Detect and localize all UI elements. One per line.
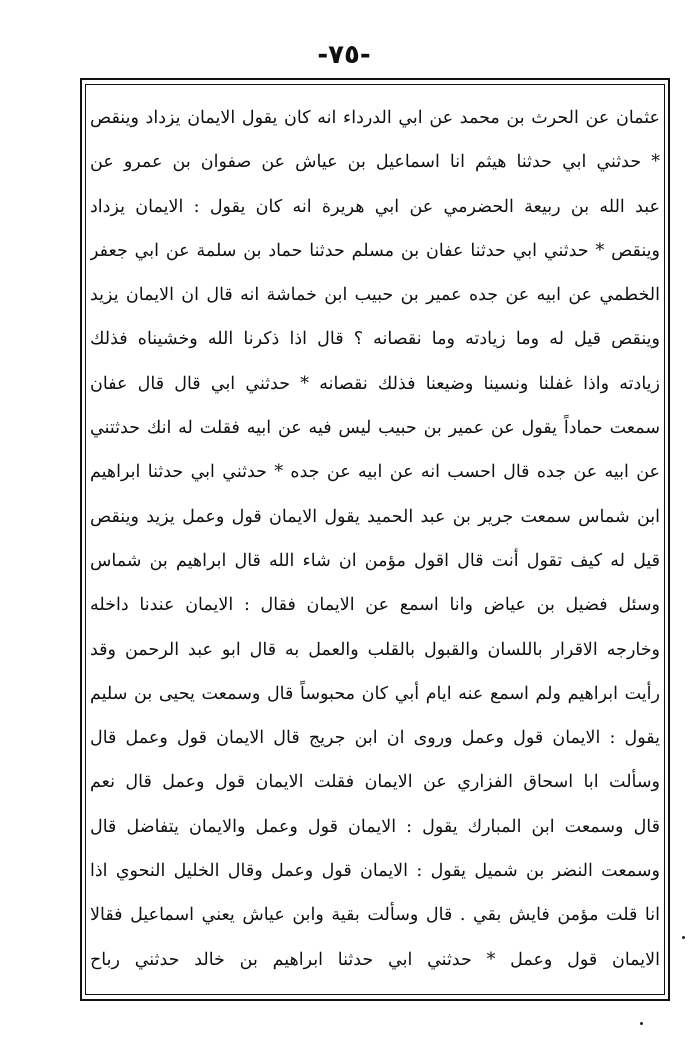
text-line: عبد الله بن ربيعة الحضرمي عن ابي هريرة انه كان يقول : الايمان يزداد	[90, 196, 660, 217]
text-line: يقول : الايمان قول وعمل وروى ان ابن جريج قال الايمان قول وعمل قال	[90, 728, 660, 749]
text-line: وينقص * حدثني ابي حدثنا عفان بن مسلم حدثنا حماد بن سلمة عن ابي جعفر	[90, 240, 660, 261]
text-line: انا قلت مؤمن فايش بقي . قال وسألت بقية وابن عياش يعني اسماعيل فقالا	[90, 905, 660, 926]
text-line: الخطمي عن ابيه عن جده عمير بن حبيب ابن خماشة انه قال ان الايمان يزيد	[90, 285, 660, 306]
page-number: -٧٥-	[317, 40, 371, 70]
text-line: قال وسمعت ابن المبارك يقول : الايمان قول وعمل والايمان يتفاضل قال	[90, 816, 660, 837]
scan-speck	[640, 1022, 643, 1025]
text-line: زيادته واذا غفلنا ونسينا وضيعنا فذلك نقصانه * حدثني ابي قال قال عفان	[90, 373, 660, 394]
text-line: الايمان قول وعمل * حدثني ابي حدثنا ابراهيم بن خالد حدثني رباح	[90, 949, 660, 970]
text-line: وسمعت النضر بن شميل يقول : الايمان قول وعمل وقال الخليل النحوي اذا	[90, 861, 660, 882]
text-line: قيل له كيف تقول أنت قال اقول مؤمن ان شاء الله قال ابراهيم بن شماس	[90, 550, 660, 571]
scan-speck	[682, 936, 685, 939]
text-line: سمعت حماداً يقول عن عمير بن حبيب ليس فيه عن ابيه فقلت له انك حدثتني	[90, 418, 660, 439]
text-line: رأيت ابراهيم ولم اسمع عنه ايام أبي كان محبوساً قال وسمعت يحيى بن سليم	[90, 683, 660, 704]
body-text	[90, 96, 660, 982]
text-line: وسئل فضيل بن عياض وانا اسمع عن الايمان فقال : الايمان عندنا داخله	[90, 595, 660, 616]
text-line: عثمان عن الحرث بن محمد عن ابي الدرداء انه كان يقول الايمان يزداد وينقص	[90, 108, 660, 128]
text-line: ابن شماس سمعت جرير بن عبد الحميد يقول الايمان قول وعمل يزيد وينقص	[90, 506, 660, 527]
text-line: وخارجه الاقرار باللسان والقبول بالقلب والعمل به قال ابو عبد الرحمن وقد	[90, 639, 660, 660]
text-line: * حدثني ابي حدثنا هيثم انا اسماعيل بن عياش عن صفوان بن عمرو عن	[90, 152, 660, 173]
text-line: عن ابيه عن جده قال احسب انه عن ابيه عن جده * حدثني ابي حدثنا ابراهيم	[90, 462, 660, 483]
text-line: وينقص قيل له وما زيادته وما نقصانه ؟ قال اذا ذكرنا الله وخشيناه فذلك	[90, 329, 660, 350]
text-line: وسألت ابا اسحاق الفزاري عن الايمان فقلت الايمان قول وعمل قال نعم	[90, 772, 660, 793]
